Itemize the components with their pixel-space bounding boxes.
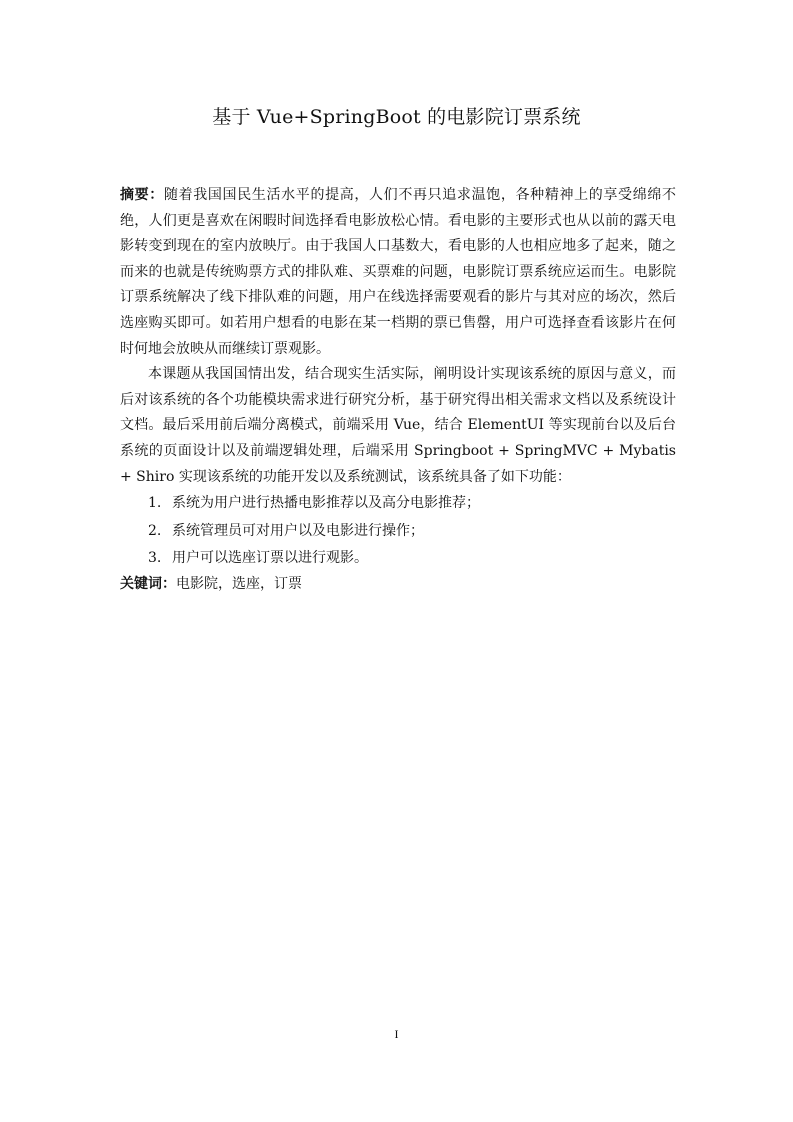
abstract-paragraph (120, 183, 676, 362)
keywords-label: 关键词： (120, 575, 176, 592)
list-item (120, 518, 676, 546)
list-item (120, 545, 676, 573)
list-item-text: 系统为用户进行热播电影推荐以及高分电影推荐； (172, 495, 480, 512)
list-item-number: 3. (148, 550, 162, 567)
list-item-number: 2. (148, 522, 162, 539)
keywords-text: 电影院，选座，订票 (176, 575, 302, 592)
abstract-label: 摘要： (120, 187, 164, 203)
keywords-line (120, 572, 676, 598)
list-item-text: 系统管理员可对用户以及电影进行操作； (172, 522, 424, 539)
abstract-text: 随着我国国民生活水平的提高，人们不再只追求温饱，各种精神上的享受绵绵不绝，人们更是喜欢在闲暇时间选择看电影放松心情。看电影的主要形式也从以前的露天电影转变到现在的室内放映厅。由于我国人口基数大，看电影的人也相应地多了起来，随之而来的也就是传统购票方式的排队难、买票难的问题，电影院订票系统应运而生。电影院订票系统解决了线下排队难的问题，用户在线选择需要观看的影片与其对应的场次，然后选座购买即可。如若用户想看的电影在某一档期的票已售罄，用户可选择查看该影片在何时何地会放映从而继续订票观影。 (120, 187, 677, 357)
list-item-text: 用户可以选座订票以进行观影。 (172, 550, 368, 567)
page-number: I (394, 1027, 399, 1041)
document-title: 基于 Vue+SpringBoot 的电影院订票系统 (212, 106, 581, 128)
abstract-section (120, 183, 676, 597)
feature-list (120, 490, 676, 573)
list-item (120, 490, 676, 518)
abstract-paragraph-2: 本课题从我国国情出发，结合现实生活实际，阐明设计实现该系统的原因与意义，而后对该系统的各个功能模块需求进行研究分析，基于研究得出相关需求文档以及系统设计文档。最后采用前后端分离模式，前端采用 Vue，结合 ElementUI 等实现前台以及后台系统的页面设计以及前端逻辑处理，后端采用 Springboot + SpringMVC + Mybatis + Shiro 实现该系统的功能开发以及系统测试，该系统具备了如下功能： (120, 366, 676, 485)
list-item-number: 1. (148, 495, 162, 512)
